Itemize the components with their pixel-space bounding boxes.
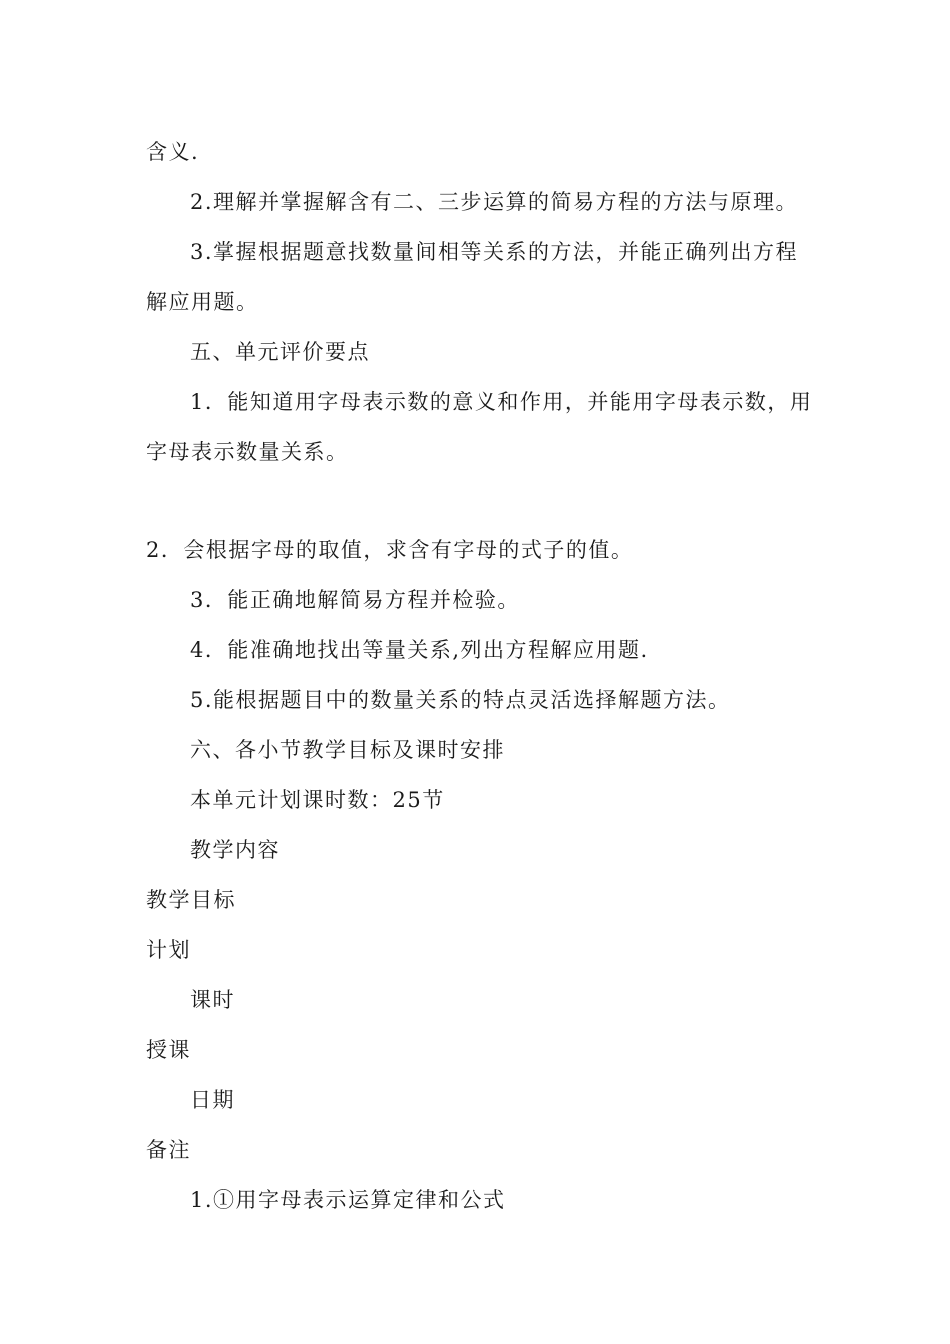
section-heading-6: 六、各小节教学目标及课时安排: [190, 738, 505, 762]
table-header-objective: 教学目标: [146, 888, 236, 912]
text-line-continuation: 含义.: [146, 140, 200, 164]
table-header-plan: 计划: [146, 938, 191, 962]
objective-item-3: 3.掌握根据题意找数量间相等关系的方法，并能正确列出方程: [190, 240, 799, 264]
evaluation-item-1: 1．能知道用字母表示数的意义和作用，并能用字母表示数，用: [190, 390, 813, 414]
evaluation-item-3: 3．能正确地解简易方程并检验。: [190, 588, 520, 612]
evaluation-item-2: 2．会根据字母的取值，求含有字母的式子的值。: [146, 538, 634, 562]
section-heading-5: 五、单元评价要点: [190, 340, 370, 364]
table-header-hours: 课时: [190, 988, 235, 1012]
evaluation-item-5: 5.能根据题目中的数量关系的特点灵活选择解题方法。: [190, 688, 731, 712]
objective-item-3-cont: 解应用题。: [146, 290, 259, 314]
evaluation-item-1-cont: 字母表示数量关系。: [146, 440, 349, 464]
table-header-content: 教学内容: [190, 838, 280, 862]
evaluation-item-4: 4．能准确地找出等量关系,列出方程解应用题.: [190, 638, 649, 662]
table-header-teach: 授课: [146, 1038, 191, 1062]
objective-item-2: 2.理解并掌握解含有二、三步运算的简易方程的方法与原理。: [190, 190, 799, 214]
table-row-1-content: 1.①用字母表示运算定律和公式: [190, 1188, 506, 1212]
planned-hours: 本单元计划课时数：25节: [190, 788, 445, 812]
table-header-date: 日期: [190, 1088, 235, 1112]
table-header-notes: 备注: [146, 1138, 191, 1162]
